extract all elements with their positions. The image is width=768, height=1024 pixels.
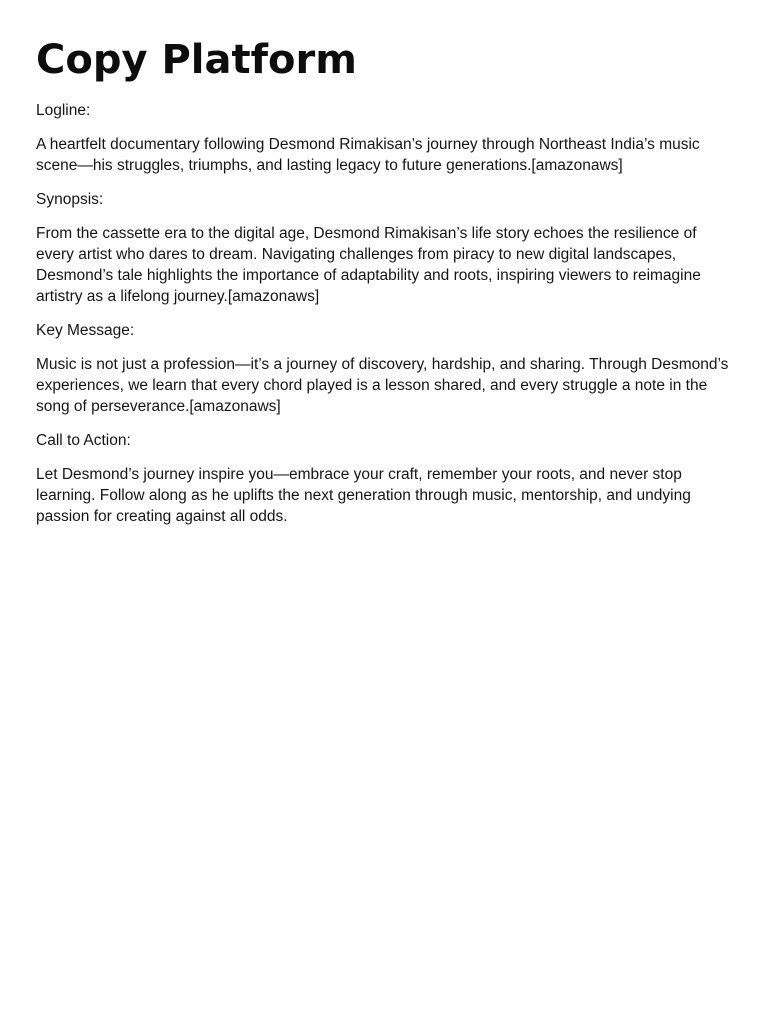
section-heading: Call to Action: (36, 432, 131, 449)
section-heading: Synopsis: (36, 191, 104, 208)
page-title: Copy Platform (36, 37, 357, 83)
section-body: Music is not just a profession—it’s a journey of discovery, hardship, and sharing. Through Desmond’s experiences, we learn that every chord played is a lesson shared, and every struggle a note in the song of perseverance.[amazonaws] (36, 356, 729, 415)
section-synopsis (36, 189, 732, 307)
section-heading: Logline: (36, 102, 91, 119)
section-body: A heartfelt documentary following Desmond Rimakisan’s journey through Northeast India’s music scene—his struggles, triumphs, and lasting legacy to future generations.[amazonaws] (36, 136, 700, 174)
section-call-to-action (36, 430, 732, 527)
section-key-message (36, 320, 732, 417)
section-logline (36, 100, 732, 176)
section-body: Let Desmond’s journey inspire you—embrace your craft, remember your roots, and never stop learning. Follow along as he uplifts the next generation through music, mentorship, and undying passion for creating against all odds. (36, 466, 691, 525)
section-body: From the cassette era to the digital age, Desmond Rimakisan’s life story echoes the resilience of every artist who dares to dream. Navigating challenges from piracy to new digital landscapes, Desmond’s tale highlights the importance of adaptability and roots, inspiring viewers to reimagine artistry as a lifelong journey.[amazonaws] (36, 225, 701, 305)
section-heading: Key Message: (36, 322, 135, 339)
